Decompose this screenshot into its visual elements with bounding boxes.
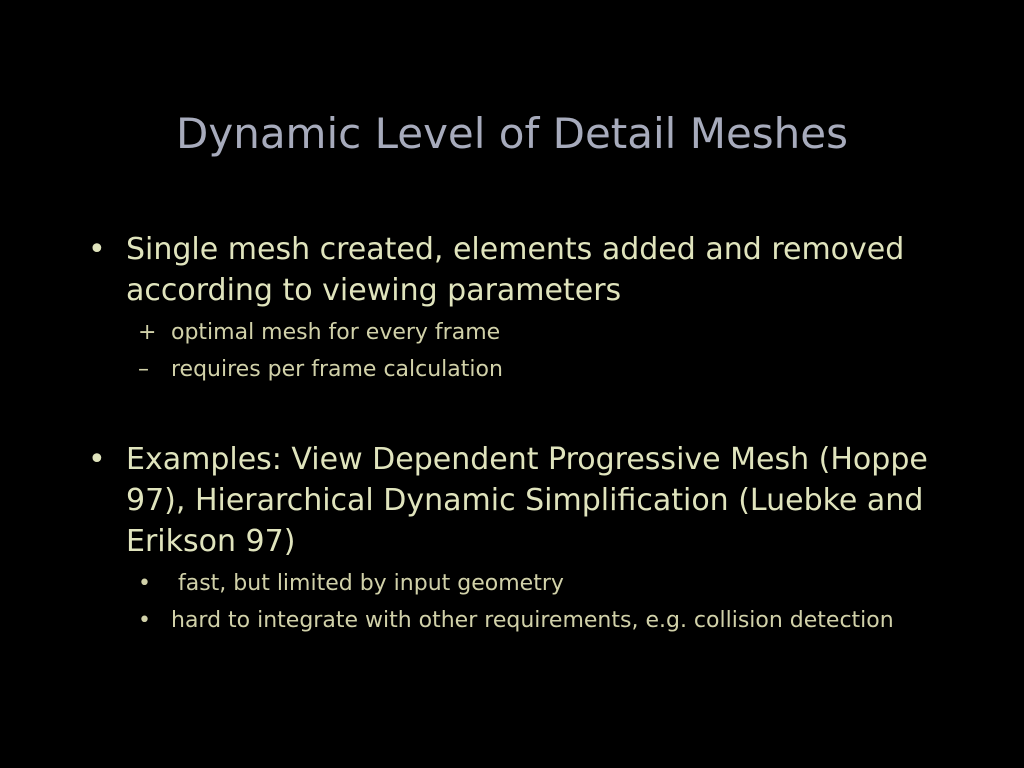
bullet-marker: •: [88, 442, 106, 477]
sub-bullet-text: optimal mesh for every frame: [171, 320, 501, 345]
minus-marker: –: [138, 357, 149, 382]
bullet-item: [88, 439, 948, 562]
sub-bullet-item: [138, 568, 948, 599]
spacer: [88, 391, 948, 439]
bullet-text: Examples: View Dependent Progressive Mesh (Hoppe 97), Hierarchical Dynamic Simplification (Luebke and Erikson 97): [126, 442, 928, 559]
bullet-item: [88, 229, 948, 311]
sub-bullet-list: [138, 317, 948, 385]
sub-bullet-text: hard to integrate with other requirements, e.g. collision detection: [171, 608, 894, 633]
bullet-marker: •: [138, 608, 151, 633]
slide-title: Dynamic Level of Detail Meshes: [176, 109, 848, 158]
bullet-marker: •: [88, 232, 106, 267]
sub-bullet-item: [138, 354, 948, 385]
sub-bullet-text: requires per frame calculation: [171, 357, 503, 382]
sub-bullet-list: [138, 568, 948, 636]
sub-bullet-text: fast, but limited by input geometry: [171, 571, 564, 596]
plus-marker: +: [138, 320, 157, 345]
bullet-list: [88, 229, 948, 642]
bullet-text: Single mesh created, elements added and removed according to viewing parameters: [126, 232, 905, 308]
sub-bullet-item: [138, 605, 948, 636]
sub-bullet-item: [138, 317, 948, 348]
bullet-marker: •: [138, 571, 151, 596]
